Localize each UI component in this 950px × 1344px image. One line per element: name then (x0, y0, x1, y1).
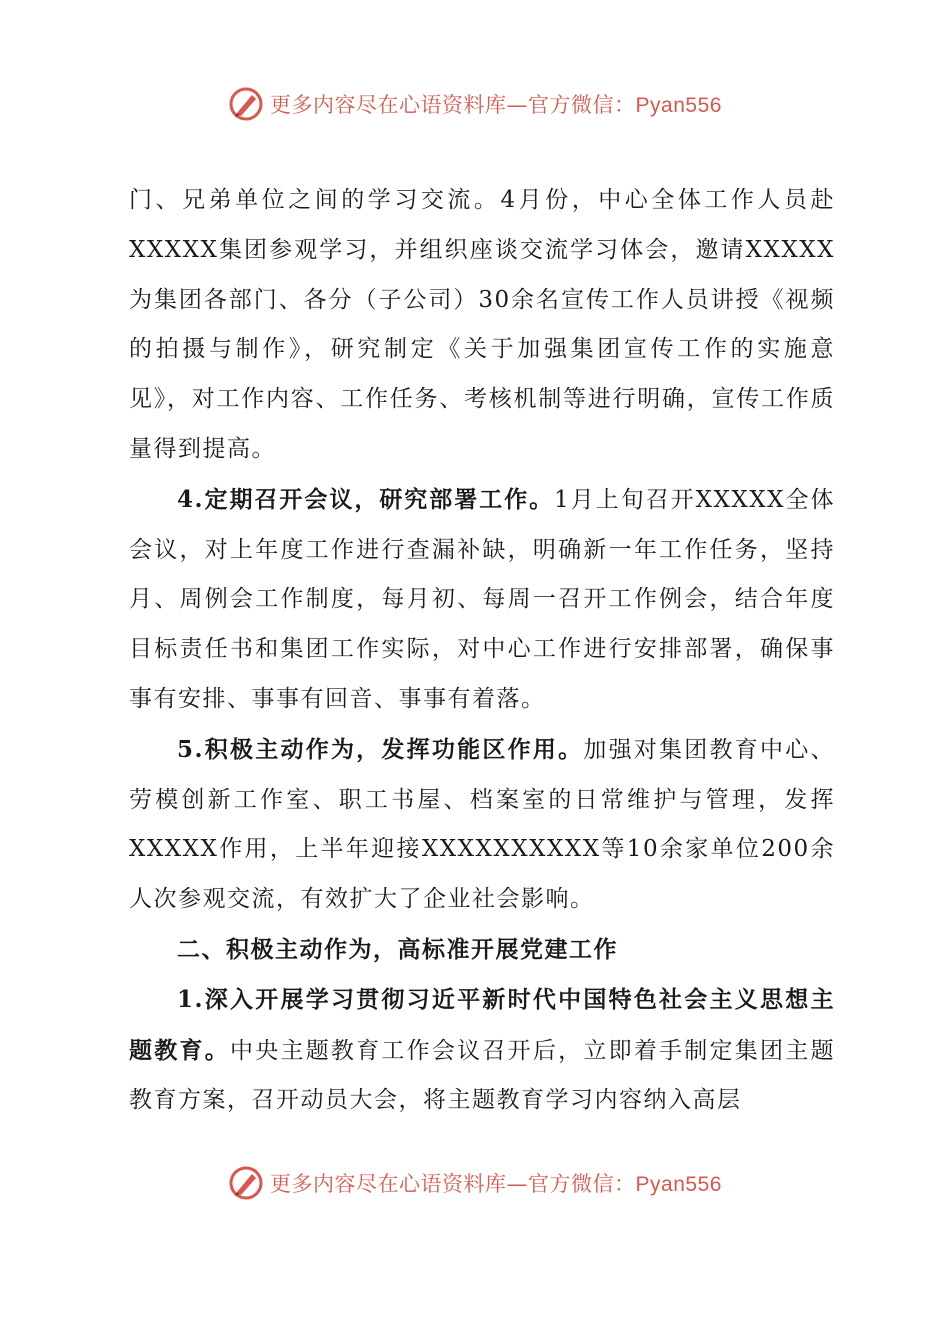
watermark-header (0, 84, 950, 124)
paragraph-3-body: 加强对集团教育中心、劳模创新工作室、职工书屋、档案室的日常维护与管理，发挥XXXXX作用，上半年迎接XXXXXXXXXX等10余家单位200余人次参观交流，有效扩大了企业社会影响。 (129, 736, 835, 913)
paragraph-1-body: 门、兄弟单位之间的学习交流。4月份，中心全体工作人员赴XXXXX集团参观学习，并组织座谈交流学习体会，邀请XXXXX为集团各部门、各分（子公司）30余名宣传工作人员讲授《视频的拍摄与制作》，研究制定《关于加强集团宣传工作的实施意见》，对工作内容、工作任务、考核机制等进行明确，宣传工作质量得到提高。 (129, 187, 835, 462)
watermark-text: 更多内容尽在心语资料库—官方微信：Pyan556 (270, 1172, 722, 1196)
section-heading: 二、积极主动作为，高标准开展党建工作 (177, 935, 618, 963)
watermark-footer (0, 1163, 950, 1203)
paragraph-1 (129, 176, 835, 475)
pen-logo-icon (228, 1165, 264, 1201)
paragraph-3-lead: 5.积极主动作为，发挥功能区作用。 (177, 735, 584, 763)
paragraph-2-body: 1月上旬召开XXXXX全体会议，对上年度工作进行查漏补缺，明确新一年工作任务，坚持月、周例会工作制度，每月初、每周一召开工作例会，结合年度目标责任书和集团工作实际，对中心工作进行安排部署，确保事事有安排、事事有回音、事事有着落。 (129, 486, 835, 712)
watermark-text: 更多内容尽在心语资料库—官方微信：Pyan556 (270, 93, 722, 117)
paragraph-5 (129, 975, 835, 1126)
paragraph-2-lead: 4.定期召开会议，研究部署工作。 (177, 485, 555, 513)
paragraph-5-body: 中央主题教育工作会议召开后，立即着手制定集团主题教育方案，召开动员大会，将主题教育学习内容纳入高层 (129, 1037, 836, 1114)
watermark-handle: Pyan556 (635, 1173, 722, 1196)
document-body (129, 176, 835, 1126)
watermark-handle: Pyan556 (635, 94, 722, 117)
paragraph-3 (129, 725, 835, 925)
pen-logo-icon (228, 86, 264, 122)
paragraph-5-lead: 1.深入开展学习贯彻习近平新时代中国特色社会主义思想主题教育。 (129, 985, 835, 1064)
paragraph-2 (129, 475, 835, 725)
